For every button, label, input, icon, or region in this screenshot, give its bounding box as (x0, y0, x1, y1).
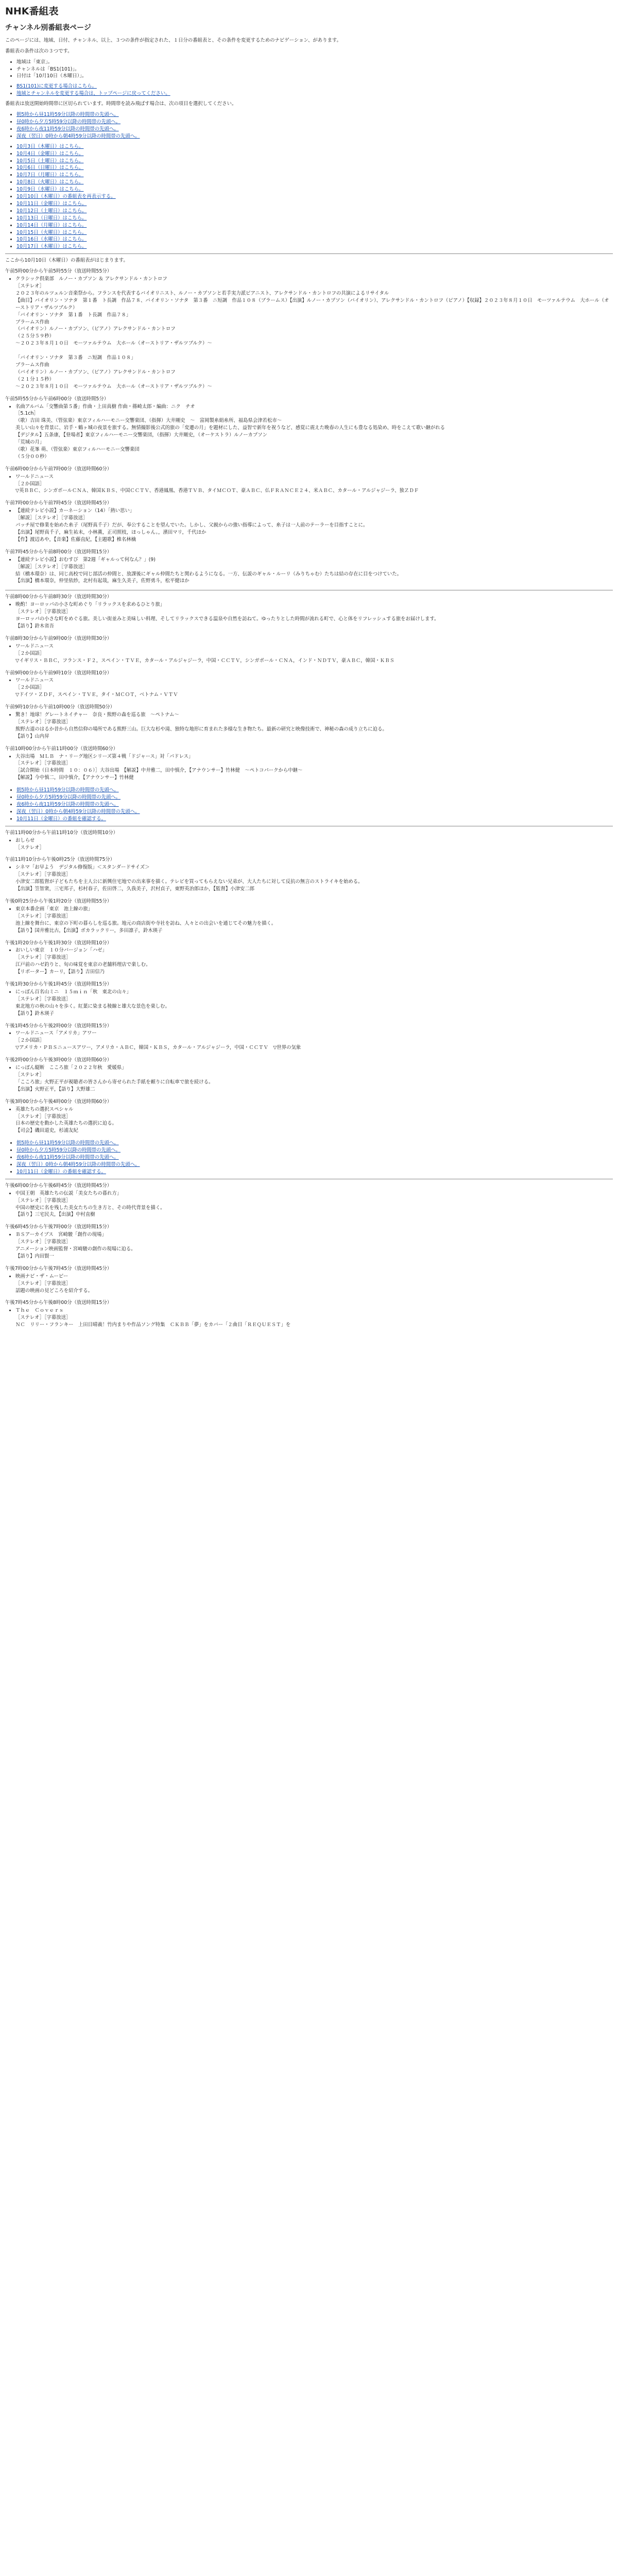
program-block (5, 268, 613, 390)
program-line: 【語り】三宅民夫，【出演】中村直樹 (15, 1212, 95, 1218)
date-nav-item (16, 143, 613, 150)
change-link-item (16, 90, 613, 97)
program-line: ［２か国語］ (15, 481, 45, 487)
program-line: ～２０２３年８月１０日 モーツァルテウム 大ホール（オーストリア・ザルツブルク）～ (15, 383, 212, 389)
program-line: ［ステレオ］ (15, 844, 44, 851)
program-title-list (5, 601, 613, 608)
section-nav-item (16, 1161, 613, 1168)
date-nav-item (16, 172, 613, 179)
change-channel-link[interactable]: BS1(101)に変更する場合はこちら。 (16, 83, 97, 90)
program-line: 中国の歴史に名を残した美女たちの生き方と、その時代背景を描く。 (15, 1205, 165, 1211)
program-description (5, 1314, 613, 1329)
program-time: 午前5時55分から午前6時00分（放送時間5分） (5, 396, 109, 402)
program-description (5, 481, 613, 495)
program-title-list (5, 1030, 613, 1037)
program-description (5, 684, 613, 699)
program-title: • 【連続テレビ小説】おむすび 第2週「ギャルって何なん？」(9) (15, 556, 613, 564)
program-line: ［２か国語］ (15, 685, 45, 691)
program-line: 【作】渡辺あや，【音楽】佐藤直紀，【主題歌】椎名林檎 (15, 536, 136, 543)
program-line: ［ステレオ］［字幕放送］ (15, 609, 71, 615)
program-line: 【語り】鈴木省吾 (15, 623, 55, 629)
program-section-a (5, 268, 613, 585)
program-block (5, 1023, 613, 1052)
date-nav-item (16, 179, 613, 186)
program-line: 「荒城の月」 (15, 439, 45, 446)
program-description (5, 1239, 613, 1260)
section-nav-item (16, 1154, 613, 1161)
time-link-noon[interactable]: 昼0時から夕方5時59分以降の時間帯の先頭へ。 (16, 118, 121, 125)
program-title: • ワールドニュース (15, 473, 613, 481)
program-title: • 名曲アルバム「交響曲第５番」作曲・上田真樹 作曲・篠崎太郎・編曲：ニク チオ (15, 403, 613, 411)
program-block (5, 1265, 613, 1295)
section-nav-link[interactable]: 朝5時から昼11時59分以降の時間帯の先頭へ。 (16, 1140, 119, 1146)
date-link[interactable]: 10月13日（日曜日）はこちら。 (16, 215, 87, 221)
program-time: 午後3時00分から午後4時00分（放送時間60分） (5, 1098, 112, 1105)
program-block (5, 635, 613, 665)
program-line: （バイオリン）ルノー・カプソン、（ピアノ）アレクサンドル・カントロフ (15, 369, 176, 375)
section-nav-link[interactable]: 10月11日（金曜日）の番組を確認する。 (16, 816, 106, 822)
program-line: 【リポーター】カーリ，【語り】吉田信乃 (15, 969, 105, 975)
program-line: ［ステレオ］［字幕放送］ (15, 913, 71, 919)
program-title-list (5, 507, 613, 515)
program-block (5, 396, 613, 461)
date-nav-item (16, 208, 613, 215)
section-nav-link[interactable]: 朝5時から昼11時59分以降の時間帯の先頭へ。 (16, 787, 119, 793)
section-nav-item (16, 808, 613, 816)
time-nav-item (16, 118, 613, 126)
program-description (5, 719, 613, 740)
program-line: 「バイオリン・ソナタ 第１番 ト長調 作品７８」 (15, 312, 131, 318)
time-link-night[interactable]: 夜6時から夜11時59分以降の時間帯の先頭へ。 (16, 126, 119, 132)
program-line: 【司会】磯田道史，杉浦友紀 (15, 1128, 78, 1134)
program-block (5, 466, 613, 495)
program-block (5, 745, 613, 782)
program-description (5, 650, 613, 665)
date-nav (5, 143, 613, 251)
program-line: 小津安二郎監督が子どもたちを主人公に新興住宅地での出来事を描く。テレビを買ってもらえない兄弟が、大人たちに対して反抗の無言のストライキを始める。 (15, 879, 363, 885)
program-title-list (5, 643, 613, 650)
program-title: • Ｔｈｅ Ｃｏｖｅｒｓ (15, 1307, 613, 1314)
program-line: 江戸前のハゼ釣りと、旬の味覚を東京の老舗料理店で楽しむ。 (15, 962, 151, 968)
program-line: 【出演】尾野真千子，麻生祐未，小林薫，正司照枝，ほっしゃん。，濱田マリ，千代ほか (15, 530, 207, 536)
time-nav-item (16, 126, 613, 133)
program-time: 午前8時30分から午前9時00分（放送時間30分） (5, 635, 112, 641)
program-title-list (5, 1106, 613, 1113)
change-links (5, 83, 613, 97)
program-time: 午前8時00分から午前8時30分（放送時間30分） (5, 594, 112, 600)
program-title-list (5, 1231, 613, 1239)
program-title: • おしらせ (15, 837, 613, 844)
date-nav-item (16, 164, 613, 172)
program-line: ［ステレオ］［字幕放送］ (15, 1280, 71, 1286)
program-block (5, 981, 613, 1018)
program-description (5, 515, 613, 544)
program-line: （歌）吉田 珠美、（管弦楽）東京フィルハーモニー交響楽団、（指揮）大井剛史 ～ 富岡製糸絹糸所、福島県会津若松市～ (15, 418, 282, 424)
program-line: 日本の歴史を動かした英雄たちの選択に迫る。 (15, 1121, 117, 1127)
program-line: （２１分１５秒） (15, 376, 55, 382)
program-line: ［ステレオ］［字幕放送］ (15, 955, 71, 961)
program-description (5, 564, 613, 585)
date-nav-item (16, 222, 613, 229)
program-title-list (5, 556, 613, 564)
program-line: 【出演】笠智衆，三宅邦子，杉村春子，佐田啓二，久我美子，沢村貞子，東野英治郎ほか，【監督】小津安二郎 (15, 886, 255, 892)
date-nav-item (16, 229, 613, 236)
program-title: • 晩酌！ヨーロッパの小さな町めぐり「リラックスを求めるひとり旅」 (15, 601, 613, 608)
date-link[interactable]: 10月8日（火曜日）はこちら。 (16, 179, 84, 185)
date-link[interactable]: 10月17日（木曜日）はこちら。 (16, 244, 87, 250)
program-line: ▽英ＢＢＣ、シンガポールＣＮＡ、韓国ＫＢＳ、中国ＣＣＴＶ、香港鳳凰、香港ＴＶＢ、タイＭＣＯＴ、豪ＡＢＣ、仏ＦＲＡＮＣＥ２４、米ＡＢＣ、カタール・アルジャジーラ、独ＺＤＦ (15, 488, 419, 494)
program-line: ［5.1ch］ (15, 411, 39, 417)
date-link[interactable]: 10月9日（水曜日）はこちら。 (16, 187, 84, 193)
section-nav-link[interactable]: 10月11日（金曜日）の番組を確認する。 (16, 1168, 106, 1175)
program-line: ＮＣ リリー・フランキー 上田目晴義！竹内まりや作品ソング特集 ＣＫＢＢ「夢」をカバー「２曲目「ＲＥＱＵＥＳＴ」を (15, 1322, 291, 1328)
date-nav-item (16, 150, 613, 158)
section-nav-item (16, 1168, 613, 1176)
program-line: ［ステレオ］［字幕放送］ (15, 1113, 71, 1120)
program-title: • 驚き！地球！グレートネイチャー 奈良・熊野の森を巡る旅 ～ペトナム～ (15, 711, 613, 719)
program-line: ［試合開始（日本時間 １０：０６）］大谷出場 【解説】中井雅二，田中慎介，【アナウンサー】竹林健 ～ペトコパークから中継～ (15, 768, 303, 774)
section-nav-link[interactable]: 夜6時から夜11時59分以降の時間帯の先頭へ。 (16, 802, 119, 808)
program-block (5, 940, 613, 976)
program-description (5, 608, 613, 630)
condition-item: • 地域は「東京」。 (16, 59, 613, 66)
conditions-list (5, 59, 613, 80)
page-title: NHK番組表 (5, 6, 59, 17)
section-nav-item (16, 1140, 613, 1147)
program-time: 午後6時45分から午後7時00分（放送時間15分） (5, 1224, 112, 1230)
program-title: • 【連続テレビ小説】カーネーション（14）「熱い思い」 (15, 507, 613, 515)
program-title-list (5, 1307, 613, 1314)
program-line: パッチ屋で修業を始めた糸子（尾野真千子）だが、奉公することを望んでいた。しかし、父親からの強い指導によって、糸子は一人前のテーラーを目指すことに。 (15, 522, 368, 529)
program-block (5, 856, 613, 893)
page-subtitle: チャンネル別番組表ページ (5, 24, 91, 32)
program-time: 午後1時20分から午後1時30分（放送時間10分） (5, 940, 112, 946)
program-title-list (5, 947, 613, 954)
program-description (5, 954, 613, 976)
program-title: • 映画ナビ・ザ・ムービー (15, 1273, 613, 1280)
program-line: 東北地方の秋の山々を歩く。紅葉に染まる稜線と雄大な景色を楽しむ。 (15, 1003, 170, 1009)
section-nav-link[interactable]: 深夜（翌日）0時から朝4時59分以降の時間帯の先頭へ。 (16, 1161, 140, 1167)
program-time: 午前9時10分から午前10時00分（放送時間50分） (5, 704, 115, 710)
date-link[interactable]: 10月7日（月曜日）はこちら。 (16, 172, 84, 178)
program-line: ［解説］［ステレオ］［字幕放送］ (15, 515, 88, 521)
program-line: 【出演】火野正平，【語り】大野雄二 (15, 1086, 95, 1092)
program-line: ［ステレオ］ (15, 283, 44, 290)
program-title: • ワールドニュース「アメリカ」アワー (15, 1030, 613, 1037)
date-link[interactable]: 10月3日（木曜日）はこちら。 (16, 143, 84, 149)
program-line: （２５分５９秒） (15, 333, 55, 340)
time-nav (5, 111, 613, 140)
program-section-b (5, 594, 613, 782)
section-nav-item (16, 787, 613, 794)
program-title-list (5, 403, 613, 411)
program-line: 話題の映画の見どころを紹介する。 (15, 1287, 93, 1294)
program-line: （バイオリン）ルノー・カプソン、（ピアノ）アレクサンドル・カントロフ (15, 326, 176, 332)
program-title: • ワールドニュース (15, 677, 613, 684)
date-link[interactable]: 10月4日（金曜日）はこちら。 (16, 150, 84, 157)
program-block (5, 500, 613, 543)
program-line: 【語り】国井雅比古，【出演】ボカラックリー，多田凛子，鈴木瑛子 (15, 927, 163, 934)
program-line: ブラームス作曲 (15, 319, 49, 325)
program-title-list (5, 989, 613, 996)
program-line: 「こころ旅」火野正平が視聴者の皆さんから寄せられた手紙を頼りに自転車で旅を続ける。 (15, 1079, 214, 1085)
program-title-list (5, 753, 613, 760)
program-line: 美しい山々を背景に、岩手・鶴ヶ城の夜景を旅する。無情撮影後公式的旅の「変遷の月」を題材にした、益智で新年を祝うなど、感覚に震えた晩春の人生にも豊なる処染め、時をこえて歌い継がれる (15, 425, 445, 431)
program-line: ▽アメリカ・ＰＢＳニュースアワー，アメリカ・ＡＢＣ，韓国・ＫＢＳ，カタール・アルジャジーラ，中国・ＣＣＴＶ ▽世界の気象 (15, 1045, 301, 1051)
program-title-list (5, 864, 613, 871)
program-description (5, 844, 613, 852)
block-note: 番組表は放送開始時間帯に区切られています。時間帯を読み飛ばす場合は、次の項目を選択してください。 (5, 101, 237, 107)
program-line: ▽ドイツ・ＺＤＦ，スペイン・ＴＶＥ，タイ・ＭＣＯＴ，ベトナム・ＶＴＶ (15, 692, 178, 698)
program-description (5, 1072, 613, 1093)
section-nav-item (16, 1147, 613, 1154)
program-line: ［ステレオ］［字幕放送］ (15, 996, 71, 1002)
program-title: • 東京本番企画「東京 池上線の旅」 (15, 906, 613, 913)
program-title-list (5, 677, 613, 684)
condition-item: • チャンネルは「BS1(101)」。 (16, 66, 613, 73)
program-line: ［２か国語］ (15, 1038, 45, 1044)
section-nav-link[interactable]: 昼0時から夕方5時59分以降の時間帯の先頭へ。 (16, 1147, 121, 1154)
program-line: （５分００秒） (15, 453, 49, 460)
program-line: ヨーロッパの小さな町をめぐる旅。美しい街並みと美味しい料理、そしてリラックスできる温泉や自然を訪ねて。ゆったりとした時間が流れる町で、心と体をリフレッシュする旅をお届けします。 (15, 616, 439, 622)
program-block (5, 1057, 613, 1093)
program-line: （歌）花峯 萌、（管弦楽）東京フィルハーモニー交響楽団 (15, 446, 140, 452)
program-line: 【解説】今中慎二，田中慎介，【アナウンサー】竹林健 (15, 775, 134, 781)
program-time: 午前10時00分から午前11時00分（放送時間60分） (5, 745, 118, 752)
date-link[interactable]: 10月12日（土曜日）はこちら。 (16, 208, 87, 214)
divider (5, 253, 613, 254)
program-line: 【語り】山内昇 (15, 733, 49, 739)
date-link[interactable]: 10月16日（水曜日）はこちら。 (16, 236, 87, 243)
program-title: • ワールドニュース (15, 643, 613, 650)
change-link-item (16, 83, 613, 90)
program-line: ［ステレオ］［字幕放送］ (15, 1315, 71, 1321)
program-time: 午後1時45分から午後2時00分（放送時間15分） (5, 1023, 112, 1029)
program-title: • にっぽん百名山ミニ １５ｍｉｎ「秋 東北の山々」 (15, 989, 613, 996)
section-nav-a (5, 787, 613, 823)
program-description (5, 760, 613, 782)
program-line: 「バイオリン・ソナタ 第３番 ニ短調 作品１０８」 (15, 355, 136, 361)
section-nav-link[interactable]: 昼0時から夕方5時59分以降の時間帯の先頭へ。 (16, 794, 121, 801)
program-description (5, 871, 613, 893)
program-title-list (5, 711, 613, 719)
time-link-midnight[interactable]: 深夜（翌日）0時から朝4時59分以降の時間帯の先頭へ。 (16, 133, 140, 139)
program-time: 午後6時00分から午後6時45分（放送時間45分） (5, 1182, 112, 1189)
program-title: • ＢＳアーカイブス 宮崎駿「創作の現場」 (15, 1231, 613, 1239)
date-link-current[interactable]: 10月10日（木曜日）の番組表を再表示する。 (16, 194, 116, 200)
program-line: アニメーション映画監督・宮崎駿の創作の現場に迫る。 (15, 1246, 136, 1252)
program-title: • シネマ「お早よう デジタル修復版」＜スタンダードサイズ＞ (15, 864, 613, 871)
program-time: 午後7時00分から午後7時45分（放送時間45分） (5, 1265, 112, 1272)
program-line: 【出演】橋本環奈，仲里依紗，北村有起哉，麻生久美子，佐野勇斗，松平健ほか (15, 578, 190, 584)
program-line: 【語り】内田賢一 (15, 1253, 55, 1259)
program-line: ２０２３年のルツェルン音楽祭から。フランスを代表するバイオリニスト、ルノー・カプソンと若手実力派ピアニスト、アレクサンドル・カントロフの共演によるリサイタル (15, 290, 389, 296)
section-nav-link[interactable]: 深夜（翌日）0時から朝4時59分以降の時間帯の先頭へ。 (16, 808, 140, 815)
back-to-top-link[interactable]: 地域とチャンネルを変更する場合は、トップページに戻ってください。 (16, 91, 170, 97)
date-link[interactable]: 10月11日（金曜日）はこちら。 (16, 200, 87, 207)
program-block (5, 1299, 613, 1329)
program-block (5, 704, 613, 740)
program-line: 【曲目】バイオリン・ソナタ 第１番 ト長調 作品７８、バイオリン・ソナタ 第３番 ニ短調 作品１０８（ブラームス）【出演】ルノー・カプソン（バイオリン）、アレクサンドル・カントロフ（ピアノ）【収録】２０２３年８月１０日 モーツァルテウム 大ホール（オーストリア・ザルツブルク） (15, 297, 609, 311)
date-link[interactable]: 10月5日（土曜日）はこちら。 (16, 158, 84, 164)
program-title-list (5, 1064, 613, 1072)
program-title: • 中国王朝 英雄たちの伝説「美女たちの暮れ方」 (15, 1190, 613, 1197)
program-block (5, 1224, 613, 1260)
program-line: ～２０２３年８月１０日 モーツァルテウム 大ホール（オーストリア・ザルツブルク）～ (15, 341, 212, 347)
date-nav-item (16, 200, 613, 208)
date-nav-item (16, 215, 613, 222)
date-link[interactable]: 10月14日（月曜日）はこちら。 (16, 222, 87, 228)
program-line (15, 347, 613, 354)
program-block (5, 670, 613, 699)
program-title: • おいしい東京 １０分バージョン「ハゼ」 (15, 947, 613, 954)
program-time: 午前7時00分から午前7時45分（放送時間45分） (5, 500, 112, 506)
program-line: 【語り】鈴木瑛子 (15, 1010, 55, 1016)
program-line: 池上線を舞台に、東京の下町の暮らしを巡る旅。地元の商店街や寺社を訪ね、人々との出会いを通じてその魅力を描く。 (15, 920, 277, 926)
program-line: 結（橋本環奈）は、同じ高校で同じ部活の仲間と、放課後にギャル仲間たちと関わるようになる。一方、伝説のギャル・ルーリ（みりちゃむ）たちは結の存在に目をつけていた。 (15, 571, 402, 577)
program-block (5, 1182, 613, 1219)
date-nav-item (16, 236, 613, 243)
program-description (5, 1197, 613, 1219)
program-time: 午後0時25分から午後1時20分（放送時間55分） (5, 898, 112, 904)
program-line: ［ステレオ］［字幕放送］ (15, 872, 71, 878)
program-block (5, 898, 613, 935)
program-line: ［ステレオ］ (15, 1072, 44, 1078)
program-block (5, 594, 613, 630)
program-line: ［ステレオ］［字幕放送］ (15, 719, 71, 725)
date-nav-item (16, 186, 613, 193)
section-nav-link[interactable]: 夜6時から夜11時59分以降の時間帯の先頭へ。 (16, 1155, 119, 1161)
condition-item: • 日付は「10月10日（木曜日）」。 (16, 73, 613, 80)
section-nav-b (5, 1140, 613, 1176)
time-nav-item (16, 111, 613, 118)
section-nav-item (16, 794, 613, 801)
program-description (5, 1280, 613, 1295)
program-description (5, 410, 613, 460)
program-line: ［解説］［ステレオ］［字幕放送］ (15, 564, 88, 570)
program-block (5, 1098, 613, 1135)
program-description (5, 1037, 613, 1052)
program-section-d (5, 1182, 613, 1329)
date-nav-item (16, 193, 613, 200)
program-time: 午前11時00分から午前11時10分（放送時間10分） (5, 829, 118, 836)
list-start-text: ここから10月10日（木曜日）の番組表がはじまります。 (5, 258, 128, 264)
section-nav-item (16, 801, 613, 808)
program-description (5, 913, 613, 935)
program-line: 【デジタル】五条康，【登場者】東京フィルハーモニー交響楽団，（指揮）大井剛史，（オーケストラ）ルノーカプソン (15, 432, 267, 438)
program-time: 午前5時00分から午前5時55分（放送時間55分） (5, 268, 112, 275)
program-block (5, 549, 613, 585)
program-line: ［ステレオ］［字幕放送］ (15, 1197, 71, 1204)
time-nav-item (16, 133, 613, 140)
program-title-list (5, 1273, 613, 1280)
program-title: • クラシック倶楽部 ルノー・カプソン ＆ アレクサンドル・カントロフ (15, 276, 613, 283)
program-title: • 大谷出場 ＭＬＢ ナ・リーグ地区シリーズ第４戦「ドジャース」対「パドレス」 (15, 753, 613, 760)
date-nav-item (16, 243, 613, 250)
program-line: ▽イギリス・ＢＢＣ，フランス・Ｆ２，スペイン・ＴＶＥ，カタール・アルジャジーラ，中国・ＣＣＴＶ，シンガポール・ＣＮＡ，インド・ＮＤＴＶ，豪ＡＢＣ，韓国・ＫＢＳ (15, 657, 394, 664)
program-time: 午後1時30分から午後1時45分（放送時間15分） (5, 981, 112, 988)
intro-text: このページには、地域、日付、チャンネル、以上、３つの条件が指定された、１日分の番組表と、その条件を変更するためのナビゲーション、があります。 (5, 37, 341, 43)
program-time: 午前7時45分から午前8時00分（放送時間15分） (5, 549, 112, 555)
program-line: 熊野古道のはるか昔から自然信仰の場所である熊野三山。巨大な杉や滝、独特な地形に育まれた多様な生き物たち。最新の研究と映像技術で、神秘の森の成り立ちに迫る。 (15, 726, 387, 732)
program-title-list (5, 276, 613, 283)
date-nav-item (16, 158, 613, 165)
program-description (5, 283, 613, 391)
program-title-list (5, 473, 613, 481)
program-time: 午後2時00分から午後3時00分（放送時間60分） (5, 1057, 112, 1063)
program-time: 午後7時45分から午後8時00分（放送時間15分） (5, 1300, 112, 1306)
program-section-c (5, 829, 613, 1135)
program-block (5, 829, 613, 852)
program-title-list (5, 1190, 613, 1197)
program-line: ［ステレオ］［字幕放送］ (15, 1239, 71, 1245)
section-nav-item (16, 816, 613, 823)
program-time: 午前6時00分から午前7時00分（放送時間60分） (5, 466, 112, 472)
program-time: 午前9時00分から午前9時10分（放送時間10分） (5, 670, 112, 676)
conditions-heading: 番組表の条件は次の３つです。 (5, 48, 73, 54)
program-description (5, 1113, 613, 1135)
program-line: ［２か国語］ (15, 650, 45, 656)
program-time: 午前11時10分から午後0時25分（放送時間75分） (5, 857, 115, 863)
time-link-morning[interactable]: 朝5時から昼11時59分以降の時間帯の先頭へ。 (16, 112, 119, 118)
program-line: ブラームス作曲 (15, 362, 49, 368)
date-link[interactable]: 10月15日（火曜日）はこちら。 (16, 229, 87, 235)
program-line: ［ステレオ］［字幕放送］ (15, 760, 71, 767)
date-link[interactable]: 10月6日（日曜日）はこちら。 (16, 165, 84, 171)
program-title: • にっぽん縦断 こころ旅「２０２２年秋 愛媛県」 (15, 1064, 613, 1072)
program-title-list (5, 906, 613, 913)
program-description (5, 996, 613, 1018)
program-title-list (5, 837, 613, 844)
program-title: • 英雄たちの選択スペシャル (15, 1106, 613, 1113)
